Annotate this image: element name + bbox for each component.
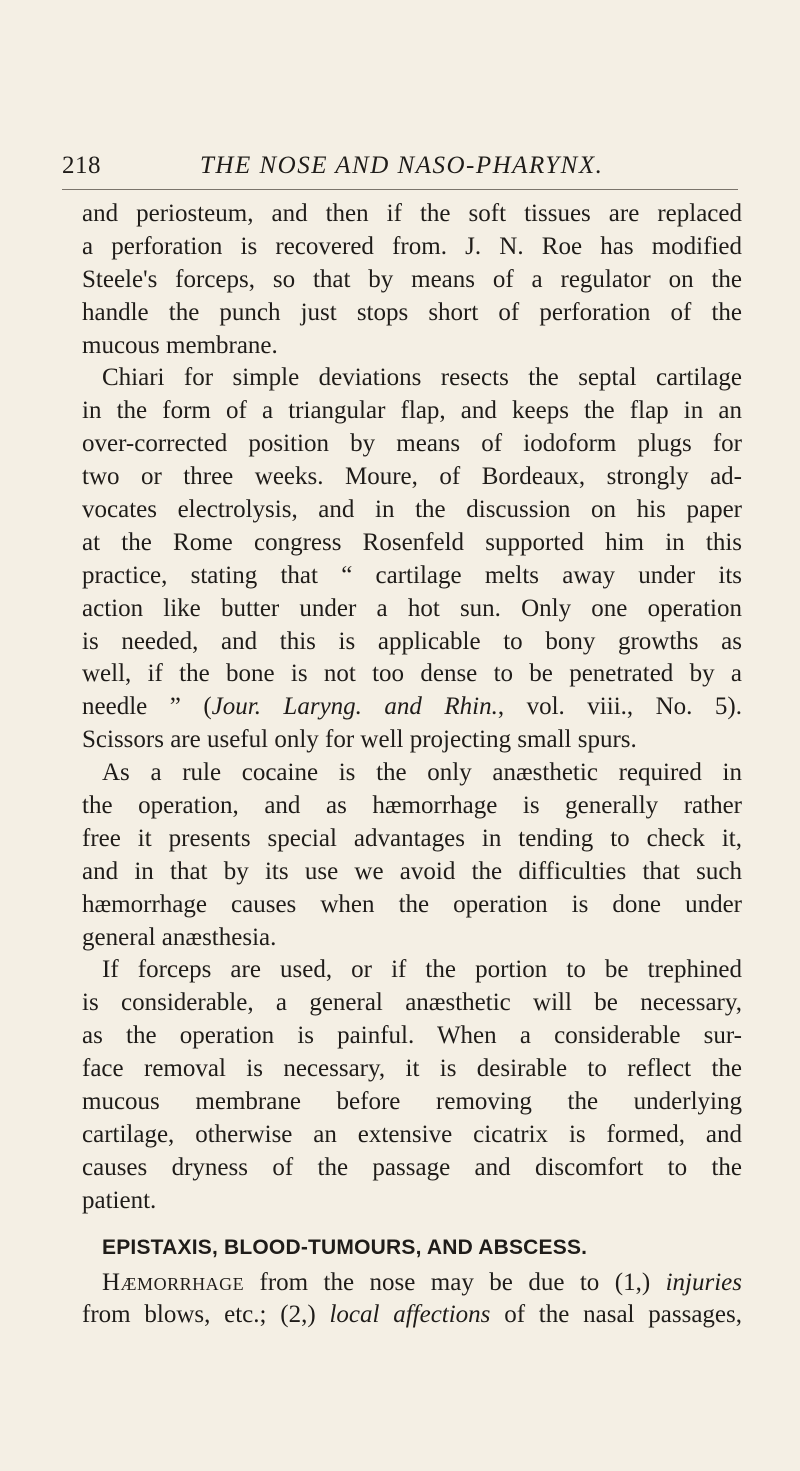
text-line: free it presents special advantages in tending to check it, <box>82 824 742 852</box>
text-line: mucous membrane. <box>82 331 278 359</box>
text-line: patient. <box>82 1186 157 1214</box>
text-line: face removal is necessary, it is desirable to reflect the <box>82 1055 742 1083</box>
text-line: cartilage, otherwise an extensive cicatrix is formed, and <box>82 1120 742 1148</box>
text-line: well, if the bone is not too dense to be penetrated by a <box>82 660 742 688</box>
section-line <box>82 1299 742 1332</box>
text-line: If forceps are used, or if the portion to be trephined <box>102 956 742 984</box>
text-line: at the Rome congress Rosenfeld supported him in this <box>82 528 742 556</box>
paragraph-2 <box>82 362 742 757</box>
text-line: mucous membrane before removing the underlying <box>82 1088 742 1116</box>
citation-line <box>82 691 742 724</box>
text-line: handle the punch just stops short of perforation of the <box>82 298 742 326</box>
section-italic: local affections <box>329 1301 491 1329</box>
section-text: from blows, etc.; (2,) <box>82 1301 330 1329</box>
page-number: 218 <box>62 152 101 179</box>
text-line: over-corrected position by means of iodoform plugs for <box>82 430 742 458</box>
text-line: a perforation is recovered from. J. N. Roe has modified <box>82 232 742 260</box>
section-text-after: of the nasal passages, <box>490 1301 742 1329</box>
text-line: practice, stating that “ cartilage melts away under its <box>82 561 742 589</box>
paragraph-1 <box>82 198 742 362</box>
text-line: two or three weeks. Moure, of Bordeaux, strongly ad- <box>82 463 742 491</box>
text-line: is considerable, a general anæsthetic will be necessary, <box>82 989 742 1017</box>
lead-word: Hæmorrhage <box>102 1268 245 1296</box>
journal-title: Jour. Laryng. and Rhin. <box>211 693 498 721</box>
running-head <box>62 152 742 186</box>
running-title: THE NOSE AND NASO-PHARYNX. <box>200 152 604 179</box>
text-line: as the operation is painful. When a considerable sur- <box>82 1022 742 1050</box>
paragraph-3 <box>82 757 742 954</box>
paragraph-4 <box>82 954 742 1217</box>
text-line: in the form of a triangular flap, and keeps the flap in an <box>82 397 742 425</box>
text-line: hæmorrhage causes when the operation is done under <box>82 890 742 918</box>
text-line: causes dryness of the passage and discomfort to the <box>82 1153 742 1181</box>
text-line: action like butter under a hot sun. Only one operation <box>82 594 742 622</box>
section-italic: injuries <box>665 1268 742 1296</box>
section-text: from the nose may be due to (1,) <box>244 1268 666 1296</box>
text-line: As a rule cocaine is the only anæsthetic required in <box>102 759 742 787</box>
text-line: the operation, and as hæmorrhage is generally rather <box>82 792 742 820</box>
section-heading: EPISTAXIS, BLOOD-TUMOURS, AND ABSCESS. <box>102 1235 588 1259</box>
text-line: Scissors are useful only for well projecting small spurs. <box>82 726 637 754</box>
text-line: and periosteum, and then if the soft tissues are replaced <box>82 200 742 227</box>
text-line: vocates electrolysis, and in the discussion on his paper <box>82 496 742 524</box>
text-line: Chiari for simple deviations resects the septal cartilage <box>102 364 742 392</box>
header-rule <box>62 189 738 190</box>
text-line: general anæsthesia. <box>82 923 277 951</box>
citation-before: needle ” ( <box>82 693 212 721</box>
text-line: Steele's forceps, so that by means of a regulator on the <box>82 265 742 293</box>
section-line <box>82 1267 742 1300</box>
text-line: is needed, and this is applicable to bony growths as <box>82 627 742 655</box>
body-text <box>82 198 742 1332</box>
text-line: and in that by its use we avoid the difficulties that such <box>82 857 742 885</box>
section-paragraph <box>82 1267 742 1333</box>
citation-after: , vol. viii., No. 5). <box>497 693 743 721</box>
